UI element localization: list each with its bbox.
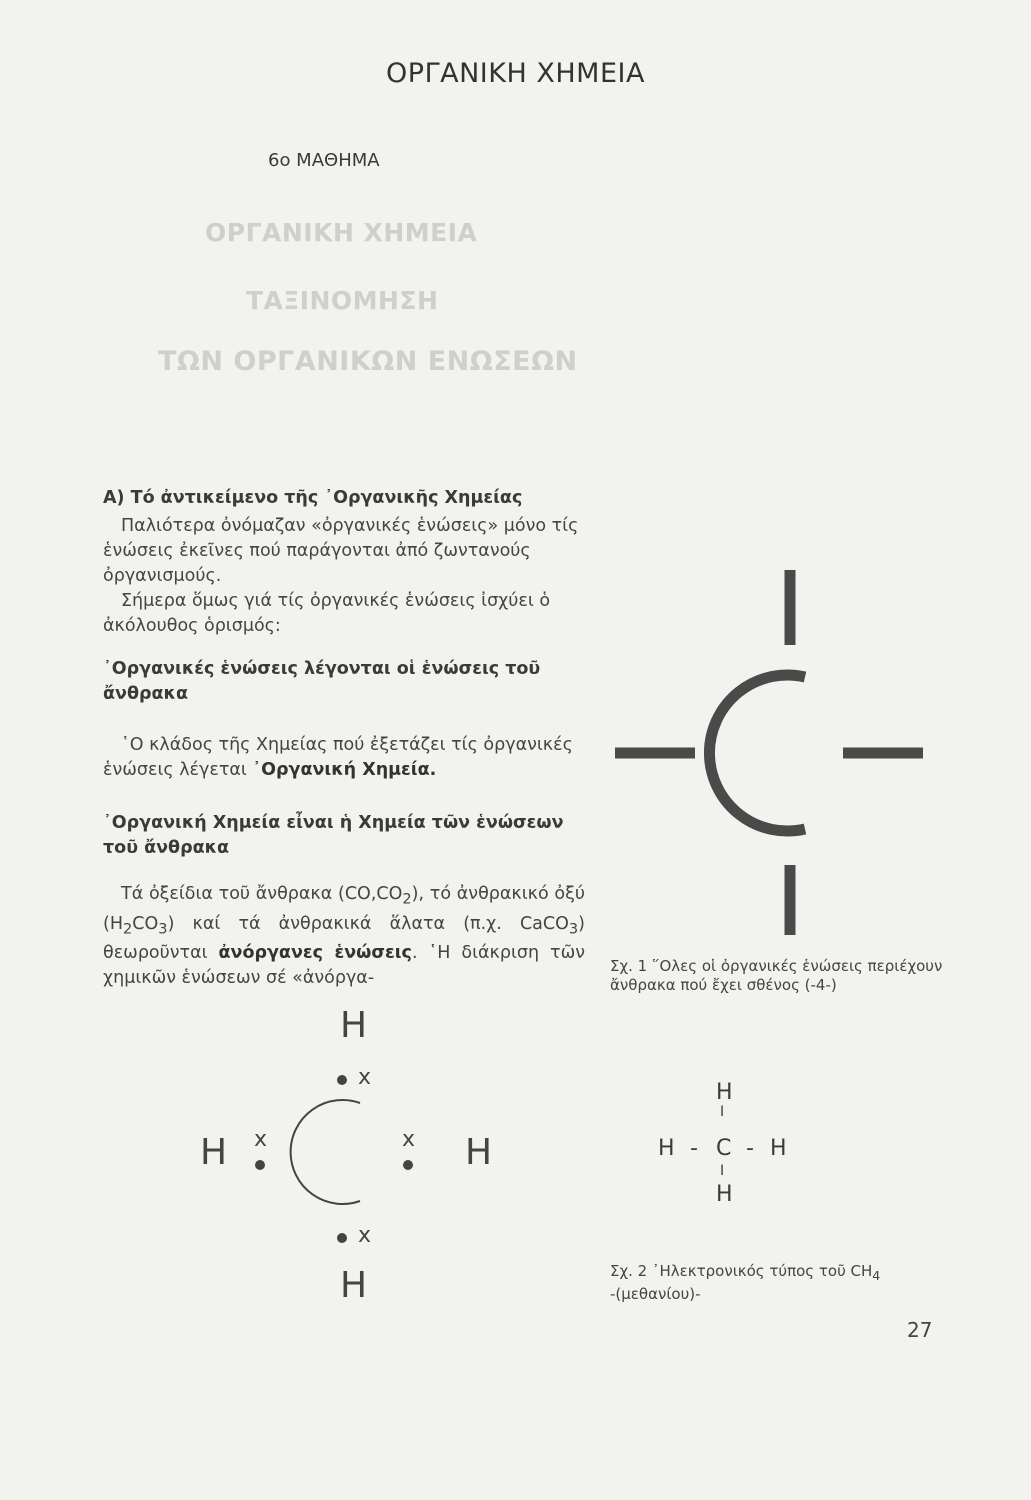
hydrogen-top: H: [716, 1080, 733, 1105]
paragraph: [103, 882, 585, 991]
paragraph: [103, 733, 585, 783]
cross-electron-right: x: [402, 1127, 416, 1152]
lewis-dots-and-arc: [190, 1005, 520, 1305]
hydrogen-bottom: H: [716, 1182, 733, 1207]
text-run: CO: [132, 913, 159, 934]
hydrogen-top: H: [340, 1005, 368, 1046]
bond-right: -: [746, 1136, 754, 1161]
hydrogen-bottom: H: [340, 1265, 368, 1306]
bond-vertical-top: I: [720, 1104, 725, 1120]
paragraph: [103, 589, 585, 639]
lesson-number: 6ο ΜΑΘΗΜΑ: [268, 150, 380, 171]
hydrogen-left: H: [200, 1132, 228, 1173]
bond-left: -: [690, 1136, 698, 1161]
paragraph-text-bold: ᾿Οργανική Χημεία.: [252, 760, 437, 780]
paragraph-text: Παλιότερα ὀνόμαζαν «ὀργανικές ἑνώσεις» μόνο τίς ἑνώσεις ἐκεῖνες πού παράγονται ἀπό ζωντανούς ὀργανισμούς.: [103, 516, 579, 586]
definition-organic-compounds: ᾿Οργανικές ἑνώσεις λέγονται οἱ ἑνώσεις τοῦ ἄνθρακα: [103, 659, 541, 704]
paragraph-text: [103, 733, 585, 783]
carbon-arc: [709, 675, 805, 831]
subscript: 2: [402, 890, 412, 908]
cross-electron-bottom: x: [358, 1223, 372, 1248]
carbon-atom: C: [716, 1136, 732, 1161]
methane-structural-formula: [650, 1072, 810, 1212]
text-run: ), τό ἀνθρακικό ὀξύ (H: [103, 884, 585, 934]
cross-electron-top: x: [358, 1065, 372, 1090]
paragraph: [103, 514, 585, 589]
carbon-arc: [291, 1100, 360, 1204]
dot-electron-bottom: [337, 1233, 347, 1243]
subscript: 3: [568, 920, 579, 937]
hydrogen-right: H: [465, 1132, 493, 1173]
dot-electron-left: [255, 1160, 265, 1170]
text-run: ) καί τά ἀνθρακικά ἅλατα (π.χ. CaCO: [167, 913, 569, 934]
figure-2-caption: [610, 1262, 950, 1304]
subscript: 4: [872, 1268, 881, 1283]
section-heading: Α) Τό ἀντικείμενο τῆς ᾿Οργανικῆς Χημείας: [103, 488, 523, 508]
dot-electron-top: [337, 1075, 347, 1085]
caption-text: -(μεθανίου)-: [610, 1285, 701, 1303]
lewis-structure-figure: [190, 1005, 520, 1305]
page-title: ΟΡΓΑΝΙΚΗ ΧΗΜΕΙΑ: [386, 58, 645, 89]
dot-electron-right: [403, 1160, 413, 1170]
chapter-subtitle-line-1: ΟΡΓΑΝΙΚΗ ΧΗΜΕΙΑ: [205, 218, 478, 247]
text-bold: ἀνόργανες ἑνώσεις: [218, 943, 412, 963]
text-run: Τά ὀξείδια τοῦ ἄνθρακα (CO,CO: [121, 884, 403, 904]
paragraph-text-regular: ῾Ο κλάδος τῆς Χημείας πού ἐξετάζει τίς ὀργανικές ἑνώσεις λέγεται: [103, 735, 573, 780]
hydrogen-left: H: [658, 1136, 675, 1161]
bond-vertical-bottom: I: [720, 1163, 725, 1179]
figure-1-caption: Σχ. 1 ῞Ολες οἱ ὀργανικές ἑνώσεις περιέχουν ἄνθρακα πού ἔχει σθένος (-4-): [610, 957, 943, 994]
chapter-subtitle-line-2: ΤΑΞΙΝΟΜΗΣΗ: [246, 286, 439, 315]
definition-organic-chemistry: ᾿Οργανική Χημεία εἶναι ἡ Χημεία τῶν ἑνώσεων τοῦ ἄνθρακα: [103, 813, 564, 858]
paragraph-text: [103, 882, 585, 991]
page-number: 27: [907, 1318, 933, 1342]
paragraph-text: Σήμερα ὅμως γιά τίς ὀργανικές ἑνώσεις ἰσχύει ὁ ἀκόλουθος ὁρισμός:: [103, 591, 551, 636]
text-run: . ῾Η διάκριση τῶν χημικῶν ἑνώσεων σέ «ἀνόργα-: [103, 943, 586, 988]
hydrogen-right: H: [770, 1136, 787, 1161]
subscript: 2: [123, 920, 133, 937]
cross-electron-left: x: [254, 1127, 268, 1152]
caption-text: Σχ. 2 ᾿Ηλεκτρονικός τύπος τοῦ CH: [610, 1262, 873, 1280]
subscript: 3: [158, 920, 168, 937]
text-run: ) θεωροῦνται: [103, 913, 585, 963]
carbon-valence-figure: [600, 565, 940, 945]
chapter-subtitle-line-3: ΤΩΝ ΟΡΓΑΝΙΚΩΝ ΕΝΩΣΕΩΝ: [158, 346, 578, 377]
